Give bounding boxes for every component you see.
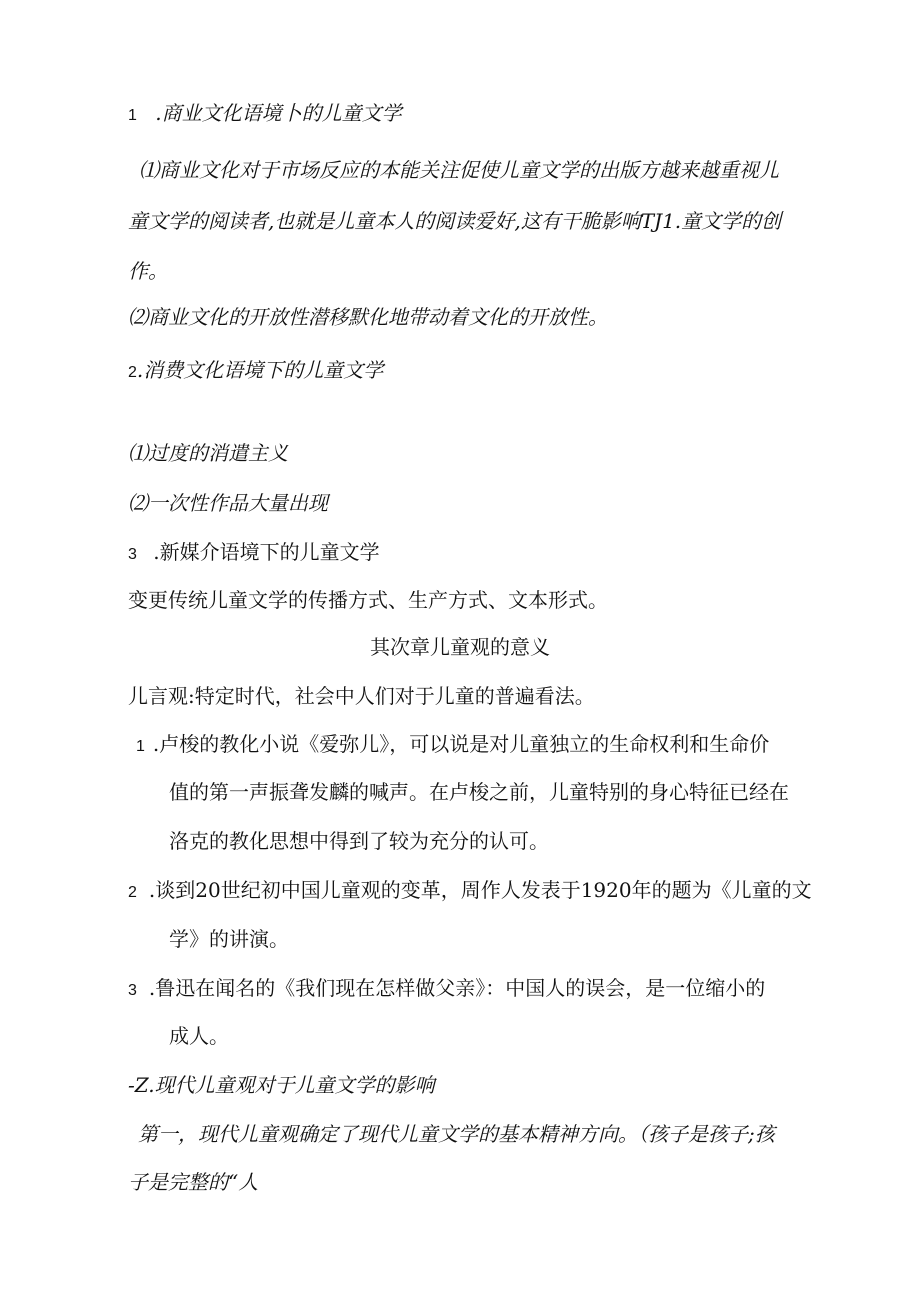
item-continuation: 洛克的教化思想中得到了较为充分的认可。	[169, 829, 549, 853]
paragraph-line: 作。	[128, 259, 168, 283]
numbered-item-3	[128, 975, 765, 1004]
item-number: 3	[128, 982, 137, 999]
definition-line: 儿言观:特定时代，社会中人们对于儿童的普遍看法。	[128, 684, 595, 708]
item-number: 1	[136, 738, 145, 755]
section-heading-1	[128, 100, 402, 129]
section-heading-2	[128, 357, 383, 386]
list-item: ⑵一次性作品大量出现	[128, 491, 328, 515]
paragraph-line: 童文学的阅读者,也就是儿童本人的阅读爱好,这有干脆影响TJ1.童文学的创	[128, 209, 782, 233]
chapter-title: 其次章儿童观的意义	[370, 635, 550, 659]
section-title: .商业文化语境卜的儿童文学	[155, 101, 402, 125]
section-number: 2	[128, 364, 137, 381]
numbered-item-1	[136, 731, 769, 760]
paragraph-line: 第一，现代儿童观确定了现代儿童文学的基本精神方向。（孩子是孩子;孩	[138, 1122, 775, 1146]
section-title: .消费文化语境下的儿童文学	[136, 358, 384, 382]
item-continuation: 学》的讲演。	[169, 927, 289, 951]
section-heading: -Z.现代儿童观对于儿童文学的影响	[128, 1073, 435, 1097]
section-number: 3	[128, 546, 137, 563]
item-continuation: 值的第一声振聋发麟的喊声。在卢梭之前，儿童特别的身心特征已经在	[169, 780, 789, 804]
item-text: .鲁迅在闻名的《我们现在怎样做父亲》：中国人的误会，是一位缩小的	[148, 976, 766, 1000]
item-text: .卢梭的教化小说《爱弥儿》，可以说是对儿童独立的生命权利和生命价	[152, 732, 770, 756]
item-continuation: 成人。	[169, 1024, 229, 1048]
numbered-item-2	[128, 877, 812, 906]
list-item: ⑴过度的消遣主义	[128, 441, 288, 465]
paragraph-line: ⑴商业文化对于市场反应的本能关注促使儿童文学的出版方越来越重视儿	[139, 158, 779, 182]
paragraph-line: 变更传统儿童文学的传播方式、生产方式、文本形式。	[128, 588, 608, 612]
section-number: 1	[128, 107, 137, 124]
section-title: .新媒介语境下的儿童文学	[153, 540, 380, 564]
section-heading-3	[128, 539, 380, 568]
paragraph-line: 子是完整的“人	[128, 1170, 259, 1194]
item-number: 2	[128, 884, 137, 901]
paragraph-line: ⑵商业文化的开放性潜移默化地带动着文化的开放性。	[128, 305, 608, 329]
item-text: .谈到20世纪初中国儿童观的变革，周作人发表于1920年的题为《儿童的文	[148, 878, 812, 902]
